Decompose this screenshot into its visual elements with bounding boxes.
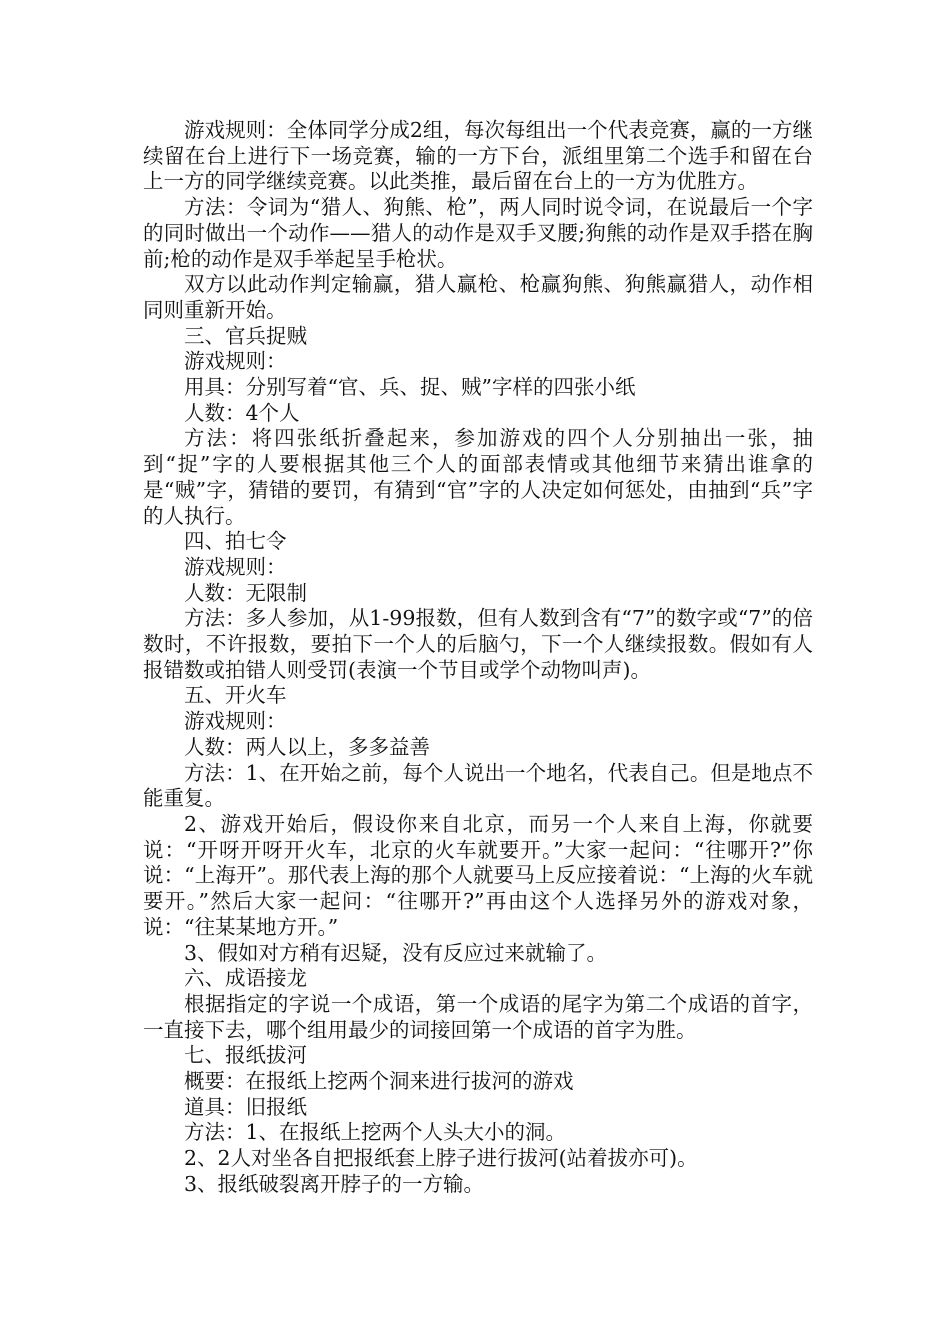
players-line: 人数：4个人 <box>184 400 300 425</box>
players-line: 人数：无限制 <box>184 580 307 605</box>
method-paragraph: 方法：1、在开始之前，每个人说出一个地名，代表自己。但是地点不能重复。 <box>143 760 813 811</box>
method-step-paragraph: 3、报纸破裂离开脖子的一方输。 <box>184 1171 485 1196</box>
section-heading-6: 六、成语接龙 <box>184 966 307 991</box>
method-step-paragraph: 2、游戏开始后，假设你来自北京，而另一个人来自上海，你就要说：“开呀开呀开火车，北京的火车就要开。”大家一起问：“往哪开?”你说：“上海开”。那代表上海的那个人就要马上反应接着说：“上海的火车就要开。”然后大家一起问：“往哪开?”再由这个人选择另外的游戏对象，说：“往某某地方开。” <box>143 811 813 939</box>
summary-line: 概要：在报纸上挖两个洞来进行拔河的游戏 <box>184 1069 574 1094</box>
players-line: 人数：两人以上，多多益善 <box>184 734 430 759</box>
section-heading-5: 五、开火车 <box>184 683 287 708</box>
rules-label: 游戏规则： <box>184 554 287 579</box>
section-heading-3: 三、官兵捉贼 <box>184 323 307 348</box>
rules-label: 游戏规则： <box>184 709 287 734</box>
section-heading-4: 四、拍七令 <box>184 529 287 554</box>
document-body <box>143 118 813 1198</box>
method-paragraph: 方法：多人参加，从1-99报数，但有人数到含有“7”的数字或“7”的倍数时，不许报数，要拍下一个人的后脑勺，下一个人继续报数。假如有人报错数或拍错人则受罚(表演一个节目或学个动物叫声)。 <box>143 606 813 682</box>
method-paragraph: 方法：令词为“猎人、狗熊、枪”，两人同时说令词，在说最后一个字的同时做出一个动作——猎人的动作是双手叉腰;狗熊的动作是双手搭在胸前;枪的动作是双手举起呈手枪状。 <box>143 195 813 271</box>
method-step-paragraph: 3、假如对方稍有迟疑，没有反应过来就输了。 <box>184 940 608 965</box>
props-line: 用具：分别写着“官、兵、捉、贼”字样的四张小纸 <box>184 375 636 400</box>
method-paragraph: 方法：将四张纸折叠起来，参加游戏的四个人分别抽出一张，抽到“捉”字的人要根据其他三个人的面部表情或其他细节来猜出谁拿的是“贼”字，猜错的要罚，有猜到“官”字的人决定如何惩处，由抽到“兵”字的人执行。 <box>143 426 813 528</box>
section-heading-7: 七、报纸拔河 <box>184 1043 307 1068</box>
game-rules-paragraph: 游戏规则：全体同学分成2组，每次每组出一个代表竞赛，赢的一方继续留在台上进行下一场竞赛，输的一方下台，派组里第二个选手和留在台上一方的同学继续竞赛。以此类推，最后留在台上的一方为优胜方。 <box>143 118 813 194</box>
result-paragraph: 双方以此动作判定输赢，猎人赢枪、枪赢狗熊、狗熊赢猎人，动作相同则重新开始。 <box>143 272 813 322</box>
idiom-rules-paragraph: 根据指定的字说一个成语，第一个成语的尾字为第二个成语的首字，一直接下去，哪个组用最少的词接回第一个成语的首字为胜。 <box>143 991 813 1042</box>
method-step-paragraph: 2、2人对坐各自把报纸套上脖子进行拔河(站着拔亦可)。 <box>184 1146 698 1171</box>
method-paragraph: 方法：1、在报纸上挖两个人头大小的洞。 <box>184 1120 567 1145</box>
rules-label: 游戏规则： <box>184 349 287 374</box>
props-line: 道具：旧报纸 <box>184 1094 307 1119</box>
